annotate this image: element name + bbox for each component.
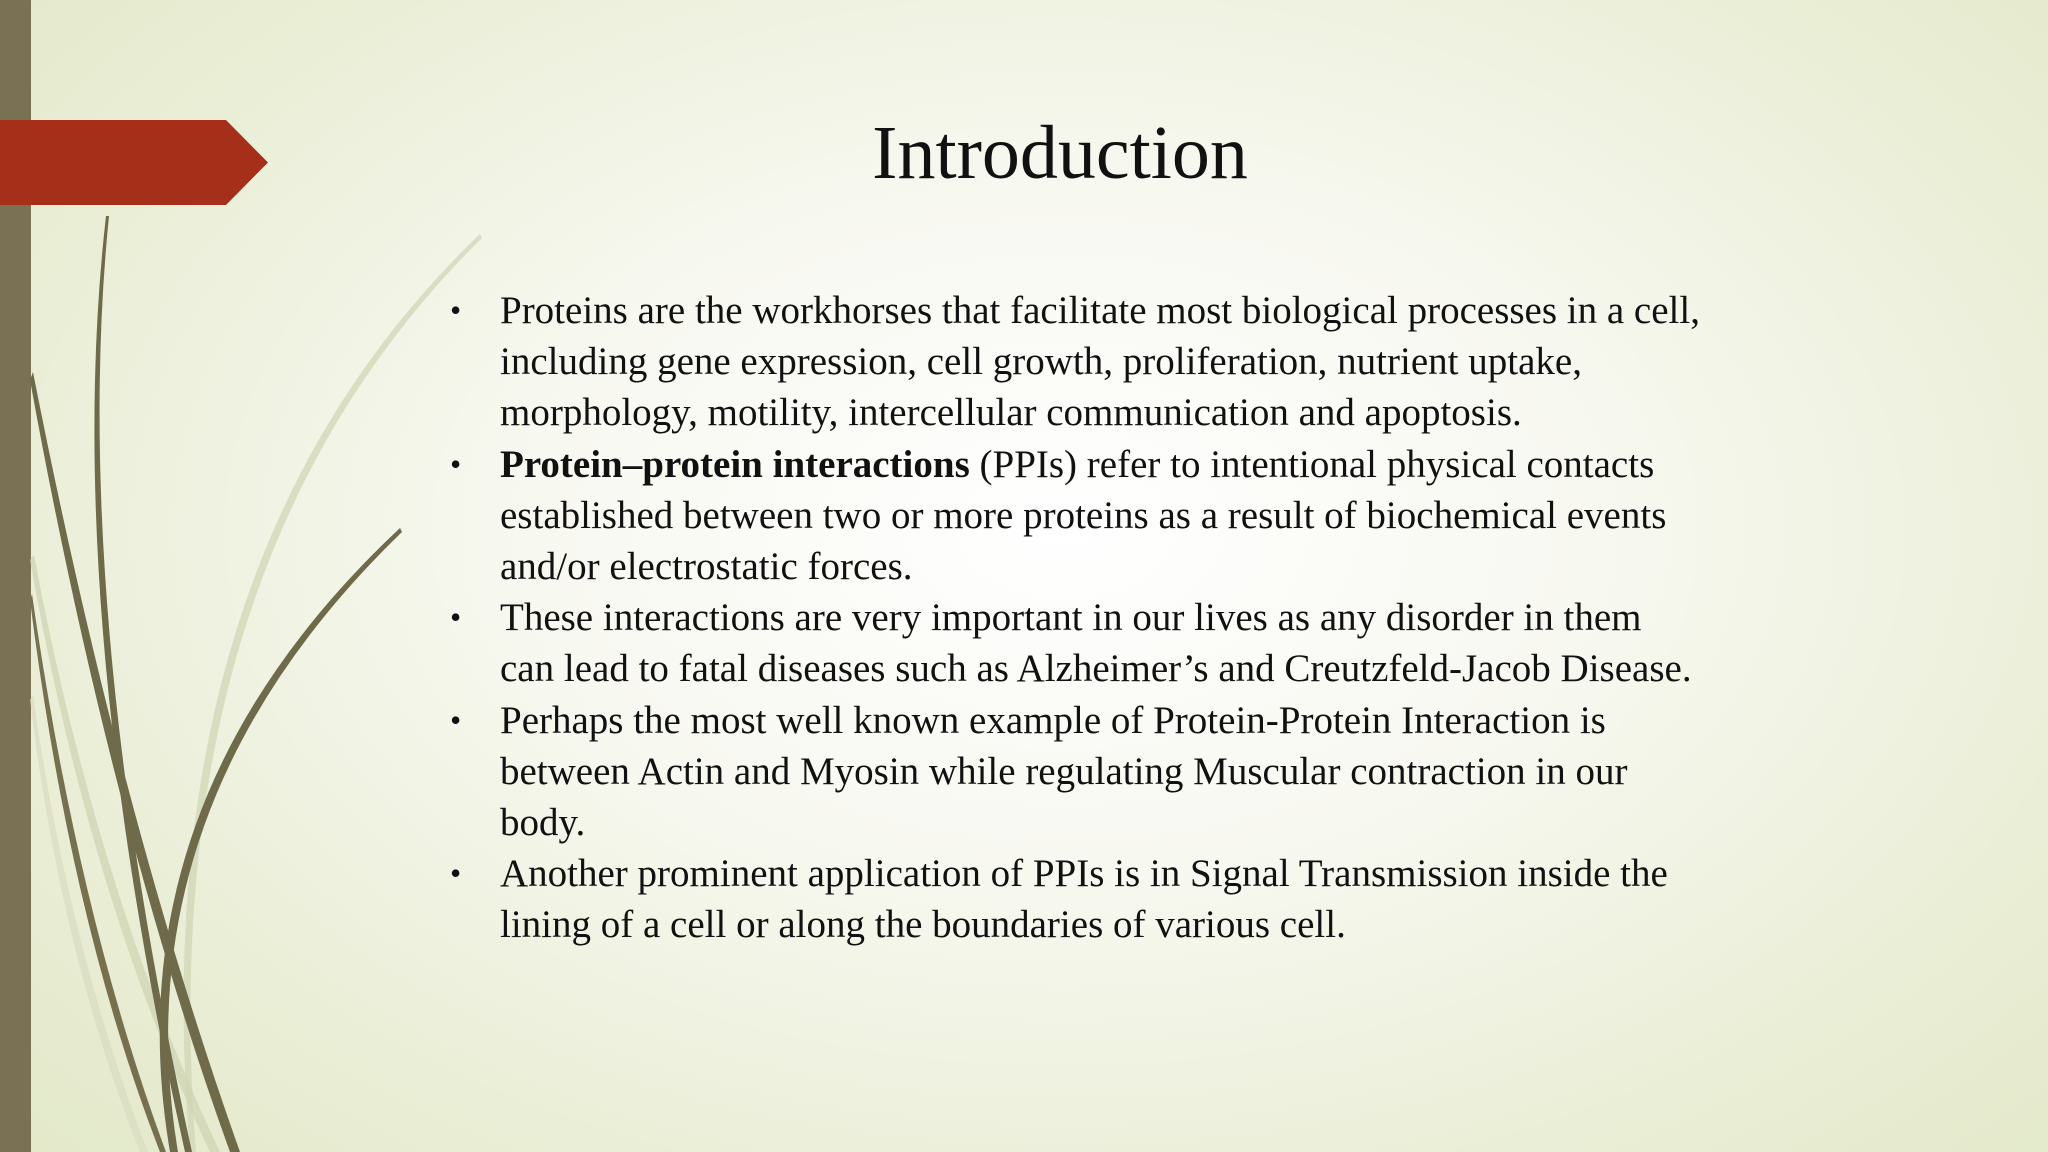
bullet-bold-term: Protein–protein interactions xyxy=(500,442,970,486)
bullet-dot: • xyxy=(450,445,462,482)
bullet-item-importance xyxy=(440,592,1700,694)
bullet-text: Another prominent application of PPIs is in Signal Transmission inside the lining of a cell or along the boundaries of various cell. xyxy=(500,852,1668,947)
bullet-item-proteins xyxy=(440,285,1700,439)
grass-stroke-dark-3 xyxy=(160,528,402,1152)
bullet-text: These interactions are very important in our lives as any disorder in them can lead to fatal diseases such as Alzheimer’s and Creutzfeld-Jacob Disease. xyxy=(500,596,1692,691)
bullet-dot: • xyxy=(450,599,462,636)
grass-stroke-light-1 xyxy=(184,234,482,1152)
slide-title: Introduction xyxy=(872,111,1248,195)
grass-stroke-dark-1 xyxy=(94,216,192,1152)
bullet-dot: • xyxy=(450,292,462,328)
bullet-item-actin-myosin xyxy=(440,695,1700,849)
bullet-text: Perhaps the most well known example of Protein-Protein Interaction is between Actin and Myosin while regulating Muscular contraction in our body. xyxy=(500,698,1628,845)
bullet-dot: • xyxy=(450,701,462,738)
bullet-text: Proteins are the workhorses that facilitate most biological processes in a cell, including gene expression, cell growth, proliferation, nutrient uptake, morphology, motility, intercellular communication and apoptosis. xyxy=(500,289,1700,435)
bullet-item-ppi-definition xyxy=(440,439,1700,593)
bullet-item-signal-transmission xyxy=(440,848,1700,950)
red-arrow-tab xyxy=(0,120,268,205)
bullet-dot: • xyxy=(450,855,462,892)
bullet-text: (PPIs) refer to intentional physical contacts established between two or more proteins as a result of biochemical events and/or electrostatic forces. xyxy=(500,442,1667,589)
bullet-list xyxy=(440,285,1700,951)
